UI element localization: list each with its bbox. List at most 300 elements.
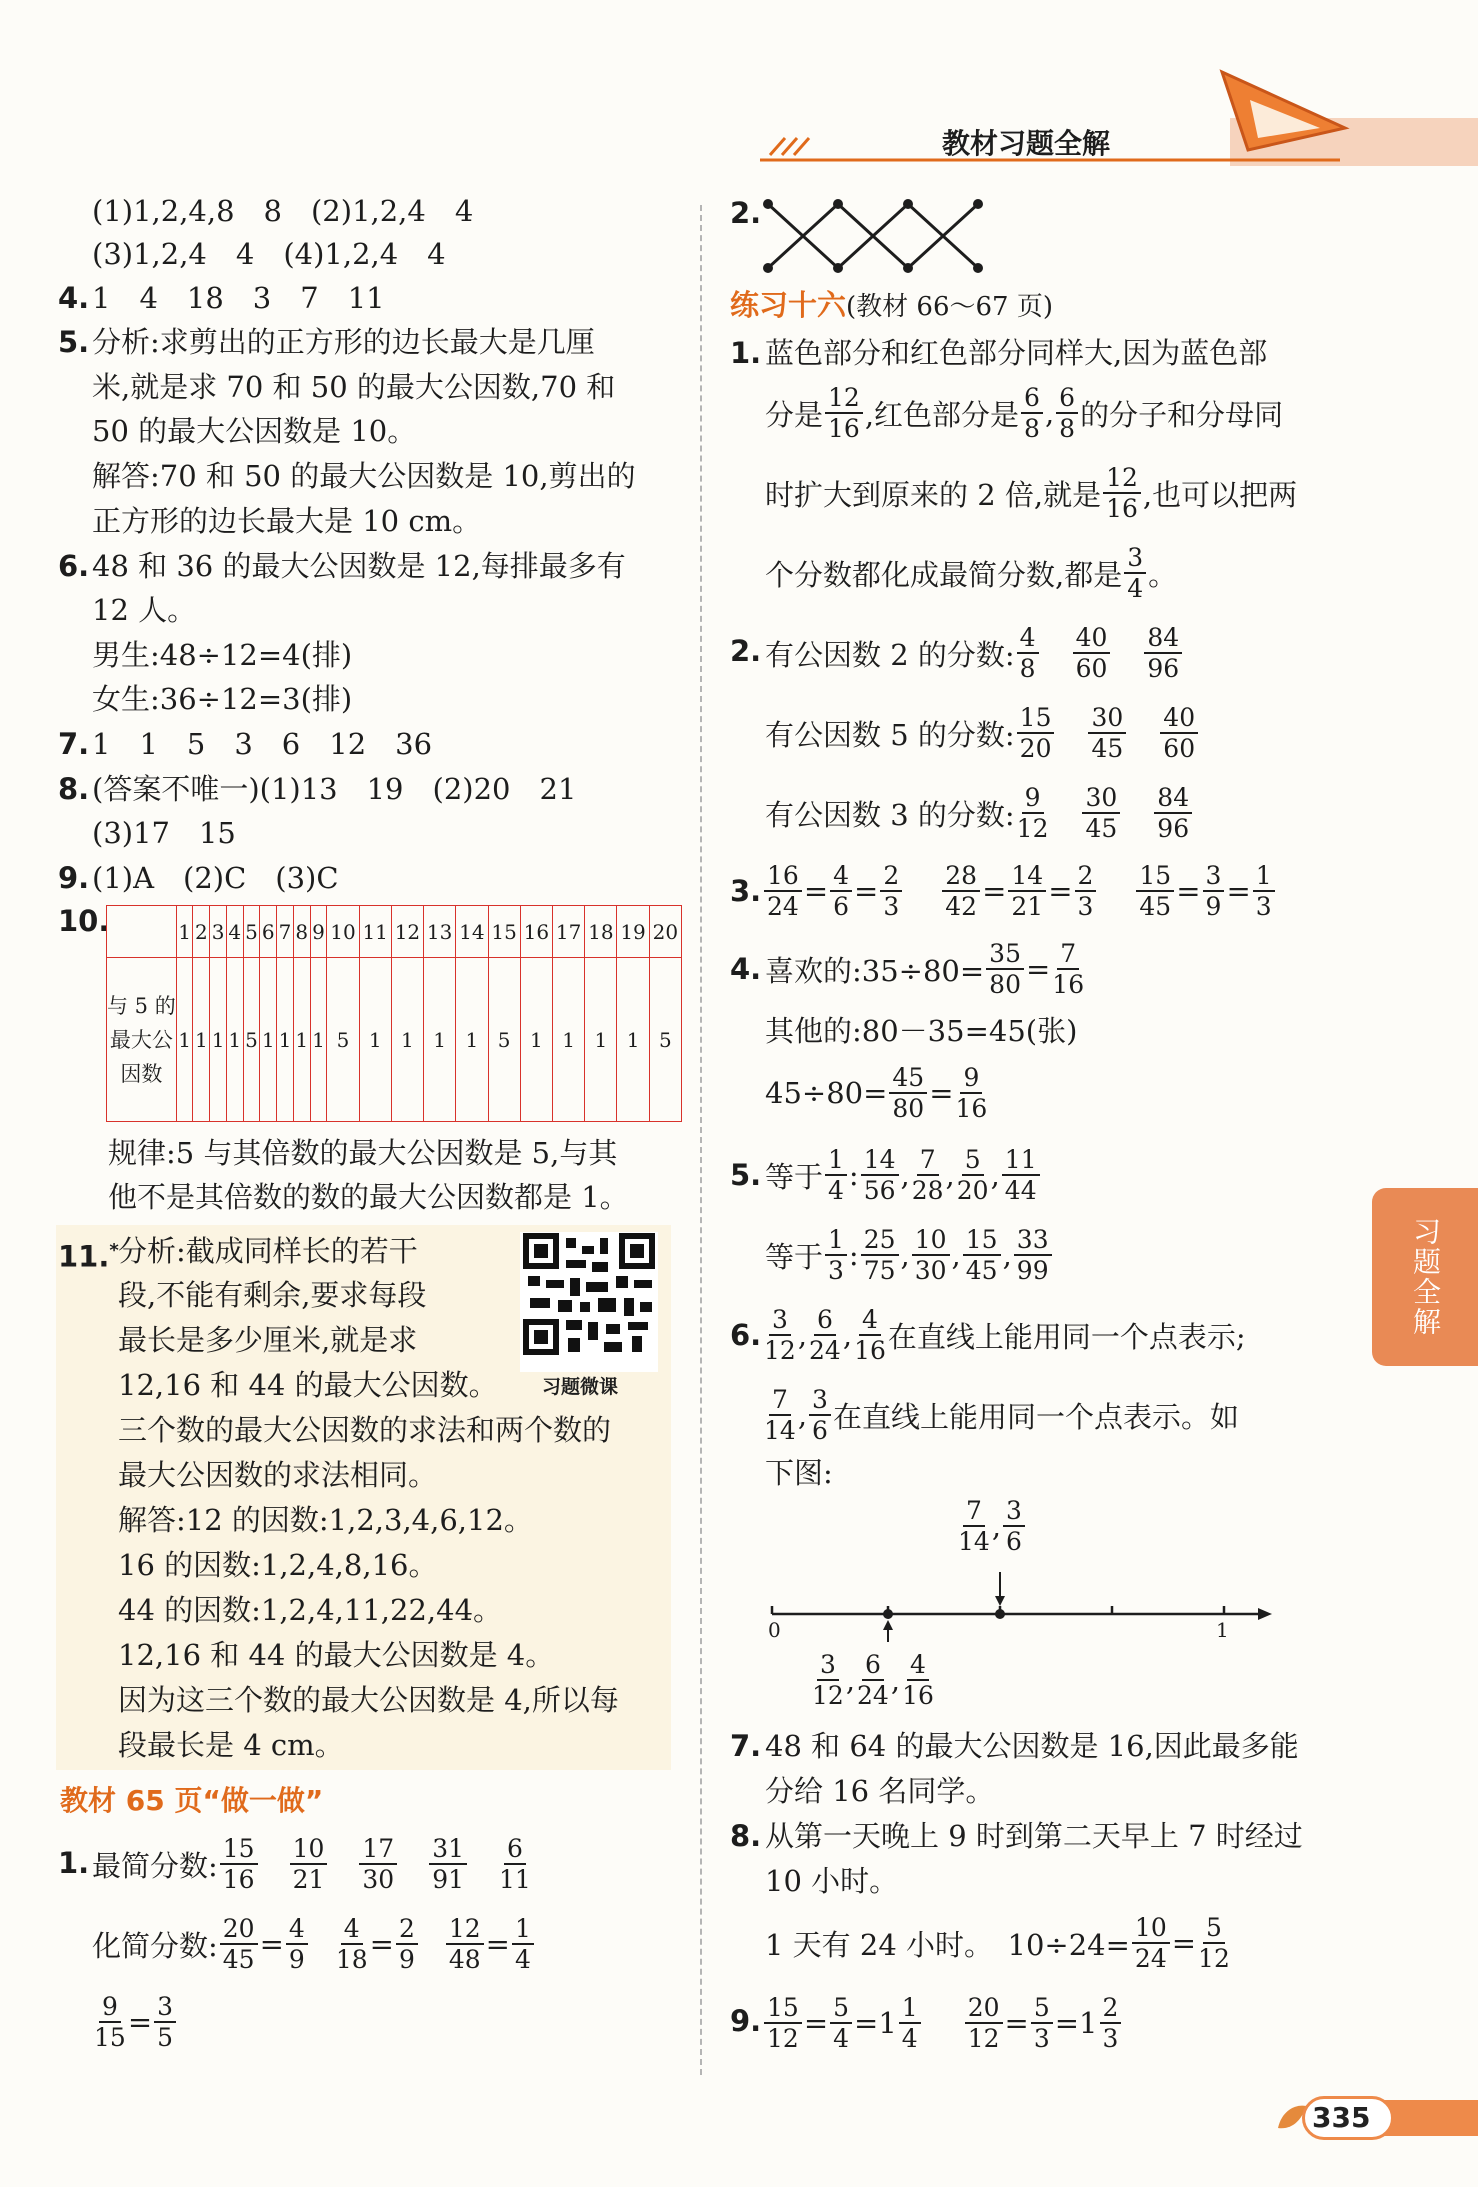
denominator: 96: [1147, 654, 1180, 683]
denominator: 20: [1019, 734, 1052, 763]
denominator: 12: [764, 1336, 796, 1365]
r6-text-c: 下图:: [765, 1456, 833, 1490]
equals: =: [854, 2006, 879, 2040]
q11-text-g: 解答:12 的因数:1,2,3,4,6,12。: [118, 1503, 533, 1537]
gcd-head-cell: 19: [617, 906, 649, 958]
numerator: 7: [917, 1147, 939, 1176]
r7-number: 7.: [730, 1729, 762, 1763]
fraction: [1160, 705, 1198, 761]
gcd-head-cell: 6: [260, 906, 277, 958]
q6-text-d: 女生:36÷12=3(排): [92, 682, 353, 716]
denominator: 99: [1016, 1256, 1049, 1285]
gcd-row-label-1: 与 5 的: [107, 993, 176, 1018]
comma: ,: [990, 1158, 1000, 1192]
r1-row-d: [765, 538, 1177, 608]
denominator: 24: [809, 1336, 841, 1365]
gcd-value-cell: 1: [277, 958, 294, 1122]
denominator: 16: [1052, 970, 1085, 999]
denominator: 3: [828, 1256, 844, 1285]
denominator: 45: [1085, 814, 1118, 843]
numerator: 14: [861, 1147, 899, 1176]
fraction: [1136, 863, 1174, 919]
denominator: 16: [955, 1094, 988, 1123]
gcd-value-cell: 1: [552, 958, 584, 1122]
header-title: 教材习题全解: [942, 127, 1111, 160]
comma: ,: [945, 1158, 955, 1192]
q5-text-e: 正方形的边长最大是 10 cm。: [92, 504, 482, 538]
q11-text-c: 最长是多少厘米,就是求: [118, 1323, 418, 1357]
comma: ,: [842, 1318, 853, 1352]
numerator: 40: [1160, 705, 1198, 734]
r2-number: 2.: [730, 634, 762, 668]
fraction: [154, 1994, 176, 2050]
q10-number: 10.: [58, 904, 110, 938]
numerator: 1: [512, 1916, 534, 1945]
gcd-head-cell: 18: [585, 906, 617, 958]
denominator: 30: [362, 1865, 395, 1894]
fraction: [830, 863, 852, 919]
d1-label: 最简分数:: [92, 1848, 218, 1883]
fraction: [1017, 625, 1039, 681]
fraction: [1002, 1147, 1040, 1203]
numerator: 10: [290, 1836, 328, 1865]
denominator: 45: [965, 1256, 998, 1285]
fraction: [899, 1995, 921, 2051]
numerator: 4: [341, 1916, 363, 1945]
numerator: 30: [1088, 705, 1126, 734]
denominator: 56: [863, 1176, 896, 1205]
rule-text-1: 规律:5 与其倍数的最大公因数是 5,与其: [108, 1136, 618, 1170]
whole-number: 1: [1079, 2006, 1098, 2040]
denominator: 12: [812, 1681, 844, 1710]
r4-label-a: 喜欢的:35÷80=: [765, 953, 985, 988]
numerator: 3: [769, 1307, 791, 1336]
fraction: [825, 1227, 847, 1283]
fraction: [764, 1387, 796, 1443]
q6-text-c: 男生:48÷12=4(排): [92, 638, 353, 672]
r6-text-b: 在直线上能用同一个点表示。如: [832, 1399, 1239, 1434]
r1-text-b4: 的分子和分母同: [1080, 397, 1284, 432]
denominator: 45: [1091, 734, 1124, 763]
q7-text: 1 1 5 3 6 12 36: [92, 727, 433, 761]
gcd-value-cell: 1: [617, 958, 649, 1122]
fraction: [1073, 625, 1111, 681]
gcd-head-cell: 9: [310, 906, 327, 958]
numerator: 5: [1203, 1915, 1225, 1944]
numerator: 84: [1144, 625, 1182, 654]
fraction: [764, 863, 802, 919]
fraction: [958, 1498, 990, 1554]
denominator: 4: [1127, 574, 1144, 603]
r4-number: 4.: [730, 952, 762, 986]
fraction: [286, 1916, 308, 1972]
numerator: 6: [504, 1836, 526, 1865]
r2-row-c: [765, 778, 1194, 848]
fraction: [861, 1227, 899, 1283]
denominator: 3: [1033, 2024, 1050, 2053]
comma: ,: [991, 1509, 1002, 1543]
r8-row-c: [765, 1908, 1232, 1978]
denominator: 20: [956, 1176, 989, 1205]
gcd-value-cell: 1: [359, 958, 391, 1122]
numerator: 30: [1082, 785, 1120, 814]
gcd-head-cell: 15: [488, 906, 520, 958]
fraction: [1014, 1227, 1052, 1283]
fraction: [942, 863, 980, 919]
fraction: [809, 1387, 831, 1443]
fraction: [1052, 941, 1084, 997]
numerator: 35: [986, 941, 1024, 970]
gcd-value-cell: 5: [327, 958, 359, 1122]
denominator: 4: [514, 1945, 531, 1974]
equals: =: [369, 1927, 394, 1961]
denominator: 16: [1106, 494, 1138, 523]
exercise-heading: [730, 284, 1053, 328]
gcd-head-cell: 7: [277, 906, 294, 958]
r7-text-a: 48 和 64 的最大公因数是 16,因此最多能: [765, 1729, 1299, 1763]
q11-text-a: 分析:截成同样长的若干: [118, 1234, 418, 1268]
numerator: 2: [1075, 863, 1097, 892]
numerator: 15: [1136, 863, 1174, 892]
numerator: 10: [912, 1227, 950, 1256]
gcd-head-cell: 2: [193, 906, 210, 958]
r5-label-a: 等于: [765, 1159, 824, 1194]
fraction: [1017, 785, 1049, 841]
ans-3-line-1: (1)1,2,4,8 8 (2)1,2,4 4: [92, 194, 474, 228]
gcd-row-label: [107, 958, 177, 1122]
comma: ,: [951, 1238, 961, 1272]
equals: =: [929, 1076, 954, 1110]
q6-number: 6.: [58, 549, 90, 583]
fraction: [512, 1916, 534, 1972]
numerator: 33: [1014, 1227, 1052, 1256]
gcd-head-cell: 5: [243, 906, 260, 958]
r3-row: [762, 856, 1277, 926]
equals: =: [1048, 874, 1073, 908]
q11-text-b: 段,不能有剩余,要求每段: [118, 1278, 427, 1312]
header-decoration: [0, 0, 1478, 180]
numerator: 3: [817, 1652, 839, 1681]
gcd-value-cell: 1: [585, 958, 617, 1122]
fraction: [830, 1995, 852, 2051]
r1-row-c: [765, 458, 1297, 528]
q4-number: 4.: [58, 281, 90, 315]
denominator: 15: [94, 2023, 126, 2052]
denominator: 45: [1139, 892, 1172, 921]
fraction: [963, 1227, 1001, 1283]
denominator: 6: [812, 1416, 828, 1445]
r4-text-b: 其他的:80－35=45(张): [765, 1014, 1078, 1048]
numerator: 12: [1103, 465, 1141, 494]
gcd-value-cell: 1: [520, 958, 552, 1122]
gcd-table-header-row: [107, 906, 682, 958]
comma: ,: [797, 1398, 808, 1432]
fraction: [1017, 705, 1055, 761]
numerator: 5: [830, 1995, 852, 2024]
numerator: 3: [1203, 863, 1225, 892]
fraction: [912, 1227, 950, 1283]
gcd-head-cell: 3: [210, 906, 227, 958]
ruler-triangle-icon: [0, 0, 1478, 180]
number-line-zero: 0: [768, 1618, 781, 1642]
gcd-head-cell: 17: [552, 906, 584, 958]
q5-text-b: 米,就是求 70 和 50 的最大公因数,70 和: [92, 370, 616, 404]
gcd-head-cell: 11: [359, 906, 391, 958]
fraction: [220, 1836, 258, 1892]
fraction: [812, 1652, 844, 1708]
denominator: 8: [1019, 654, 1036, 683]
numerator: 15: [220, 1836, 258, 1865]
gcd-head-cell: 4: [226, 906, 243, 958]
denominator: 6: [1006, 1527, 1022, 1556]
r1-text-d1: 个分数都化成最简分数,都是: [765, 557, 1123, 592]
q9-text: (1)A (2)C (3)C: [92, 861, 339, 895]
denominator: 75: [863, 1256, 896, 1285]
gcd-value-cell: 1: [260, 958, 277, 1122]
qr-code[interactable]: [520, 1232, 658, 1398]
numerator: 25: [861, 1227, 899, 1256]
numerator: 6: [1021, 385, 1043, 414]
denominator: 16: [902, 1681, 934, 1710]
r1-text-c2: ,也可以把两: [1142, 477, 1298, 512]
d2-label: 化简分数:: [92, 1928, 218, 1963]
r2-row-a: [765, 618, 1184, 688]
denominator: 96: [1157, 814, 1190, 843]
fraction: [764, 1307, 796, 1363]
r1-text-d2: 。: [1148, 557, 1178, 592]
gcd-head-cell: 13: [424, 906, 456, 958]
fraction: [880, 863, 902, 919]
denominator: 48: [448, 1945, 481, 1974]
gcd-value-cell: 1: [310, 958, 327, 1122]
r6-row-a: [762, 1300, 1246, 1370]
denominator: 14: [958, 1527, 990, 1556]
r6-text-a: 在直线上能用同一个点表示;: [887, 1319, 1246, 1354]
q8-number: 8.: [58, 772, 90, 806]
gcd-head-cell: 16: [520, 906, 552, 958]
rule-text-2: 他不是其倍数的数的最大公因数都是 1。: [108, 1180, 629, 1214]
r6-number: 6.: [730, 1318, 762, 1352]
column-divider: [700, 205, 702, 2075]
q11-star: *: [109, 1240, 119, 1261]
gcd-row-label-2: 最大公: [109, 1027, 173, 1052]
gcd-value-cell: 1: [424, 958, 456, 1122]
numerator: 4: [286, 1916, 308, 1945]
q7-number: 7.: [58, 727, 90, 761]
fraction: [336, 1916, 368, 1972]
denominator: 24: [767, 892, 799, 921]
denominator: 16: [222, 1865, 255, 1894]
fraction: [1253, 863, 1275, 919]
q11-text-h: 16 的因数:1,2,4,8,16。: [118, 1548, 438, 1582]
r8-text-b: 10 小时。: [765, 1864, 899, 1898]
fraction: [986, 941, 1024, 997]
fraction: [912, 1147, 944, 1203]
comma: ,: [900, 1158, 910, 1192]
qr-code-icon: [520, 1232, 658, 1358]
numerator: 4: [859, 1307, 881, 1336]
numerator: 3: [809, 1387, 831, 1416]
numerator: 20: [965, 1995, 1003, 2024]
q11-number: [58, 1230, 119, 1278]
r2-label-a: 有公因数 2 的分数:: [765, 637, 1015, 672]
gcd-value-cell: 1: [456, 958, 488, 1122]
denominator: 9: [288, 1945, 305, 1974]
equals: =: [982, 874, 1007, 908]
denominator: 12: [967, 2024, 1000, 2053]
fraction: [1203, 863, 1225, 919]
q11-text-j: 12,16 和 44 的最大公因数是 4。: [118, 1638, 555, 1672]
comma: ,: [900, 1238, 910, 1272]
section-title: 教材 65 页“做一做”: [60, 1784, 324, 1817]
numerator: 5: [1031, 1995, 1053, 2024]
fraction: [446, 1916, 484, 1972]
page-number: 335: [1312, 2101, 1371, 2134]
colon: :: [848, 1238, 859, 1272]
fraction: [290, 1836, 328, 1892]
denominator: 24: [857, 1681, 889, 1710]
gcd-head-cell: 1: [176, 906, 193, 958]
denominator: 60: [1075, 654, 1108, 683]
r1-text-b3: ,: [1044, 396, 1055, 430]
number-line-top-labels: [956, 1498, 1027, 1554]
numerator: 6: [862, 1652, 884, 1681]
denominator: 21: [1011, 892, 1044, 921]
r2-label-b: 有公因数 5 的分数:: [765, 717, 1015, 752]
fraction: [94, 1994, 126, 2050]
equals: =: [259, 1927, 284, 1961]
exercise-pages: (教材 66～67 页): [846, 292, 1054, 322]
r8-text-c: 1 天有 24 小时。 10÷24=: [765, 1927, 1130, 1962]
q11-text-l: 段最长是 4 cm。: [118, 1728, 344, 1762]
numerator: 28: [942, 863, 980, 892]
fraction: [902, 1652, 934, 1708]
q9-number: 9.: [58, 861, 90, 895]
gcd-table: [106, 905, 682, 1122]
numerator: 10: [1132, 1915, 1170, 1944]
denominator: 16: [828, 414, 860, 443]
denominator: 18: [335, 1945, 368, 1974]
fraction: [1100, 1995, 1122, 2051]
denominator: 42: [945, 892, 978, 921]
numerator: 5: [962, 1147, 984, 1176]
q5-text-d: 解答:70 和 50 的最大公因数是 10,剪出的: [92, 459, 636, 493]
r1-text-a: 蓝色部分和红色部分同样大,因为蓝色部: [765, 336, 1268, 370]
q5-text-a: 分析:求剪出的正方形的边长最大是几厘: [92, 325, 595, 359]
numerator: 40: [1073, 625, 1111, 654]
r8-text-a: 从第一天晚上 9 时到第二天早上 7 时经过: [765, 1819, 1303, 1853]
numerator: 3: [1003, 1498, 1025, 1527]
numerator: 45: [889, 1065, 927, 1094]
numerator: 2: [396, 1916, 418, 1945]
denominator: 3: [1077, 892, 1094, 921]
numerator: 7: [1057, 941, 1079, 970]
gcd-table-value-row: [107, 958, 682, 1122]
ans-3-line-2: (3)1,2,4 4 (4)1,2,4 4: [92, 237, 446, 271]
gcd-value-cell: 1: [226, 958, 243, 1122]
d1-number: 1.: [58, 1846, 90, 1880]
r5-number: 5.: [730, 1158, 762, 1192]
numerator: 4: [830, 863, 852, 892]
denominator: 14: [764, 1416, 796, 1445]
equals: =: [1054, 2006, 1080, 2040]
numerator: 17: [359, 1836, 397, 1865]
r2-row-b: [765, 698, 1200, 768]
q5-text-c: 50 的最大公因数是 10。: [92, 414, 417, 448]
denominator: 6: [833, 892, 850, 921]
fraction: [1031, 1995, 1053, 2051]
denominator: 12: [1198, 1944, 1230, 1973]
denominator: 8: [1059, 414, 1076, 443]
numerator: 11: [1002, 1147, 1040, 1176]
numerator: 12: [825, 385, 863, 414]
side-tab[interactable]: 习题全解: [1372, 1188, 1478, 1366]
fraction: [1154, 785, 1192, 841]
gcd-value-cell: 1: [293, 958, 310, 1122]
numerator: 12: [446, 1916, 484, 1945]
fraction: [1088, 705, 1126, 761]
gcd-head-cell: 20: [649, 906, 681, 958]
equals: =: [127, 2005, 153, 2039]
denominator: 44: [1004, 1176, 1037, 1205]
d2-row: [92, 1912, 536, 1976]
r1-text-b1: 分是: [765, 397, 824, 432]
numerator: 4: [1017, 625, 1039, 654]
denominator: 3: [1255, 892, 1272, 921]
matching-lines-diagram: [758, 190, 998, 280]
r1-row-b: [765, 378, 1283, 448]
qr-caption: 习题微课: [542, 1376, 619, 1398]
equals: =: [1171, 1926, 1197, 1960]
fraction: [965, 1995, 1003, 2051]
r-q2-number: 2.: [730, 196, 762, 230]
numerator: 3: [1124, 545, 1146, 574]
q5-number: 5.: [58, 325, 90, 359]
fraction: [825, 385, 863, 441]
denominator: 60: [1163, 734, 1196, 763]
number-line-bottom-labels: [810, 1652, 936, 1708]
gcd-value-cell: 1: [176, 958, 193, 1122]
gcd-head-cell: 12: [391, 906, 423, 958]
fraction: [1021, 385, 1043, 441]
denominator: 9: [398, 1945, 415, 1974]
fraction: [764, 1995, 802, 2051]
numerator: 1: [825, 1147, 847, 1176]
fraction: [1132, 1915, 1170, 1971]
q4-text: 1 4 18 3 7 11: [92, 281, 385, 315]
q11-text-k: 因为这三个数的最大公因数是 4,所以每: [118, 1683, 619, 1717]
numerator: 2: [880, 863, 902, 892]
gcd-head-cell: 10: [327, 906, 359, 958]
r9-number: 9.: [730, 2004, 762, 2038]
gcd-value-cell: 5: [649, 958, 681, 1122]
fraction: [499, 1836, 531, 1892]
r5-row-b: [765, 1220, 1054, 1290]
r7-text-b: 分给 16 名同学。: [765, 1774, 995, 1808]
denominator: 16: [854, 1336, 886, 1365]
number-line-one: 1: [1216, 1618, 1229, 1642]
fraction: [1124, 545, 1146, 601]
denominator: 8: [1024, 414, 1040, 443]
gcd-value-cell: 1: [391, 958, 423, 1122]
r2-label-c: 有公因数 3 的分数:: [765, 797, 1015, 832]
fraction: [1198, 1915, 1230, 1971]
fraction: [1103, 465, 1141, 521]
fraction: [889, 1065, 927, 1121]
numerator: 9: [1022, 785, 1044, 814]
r4-row-a: [765, 934, 1086, 1004]
fraction: [861, 1147, 899, 1203]
